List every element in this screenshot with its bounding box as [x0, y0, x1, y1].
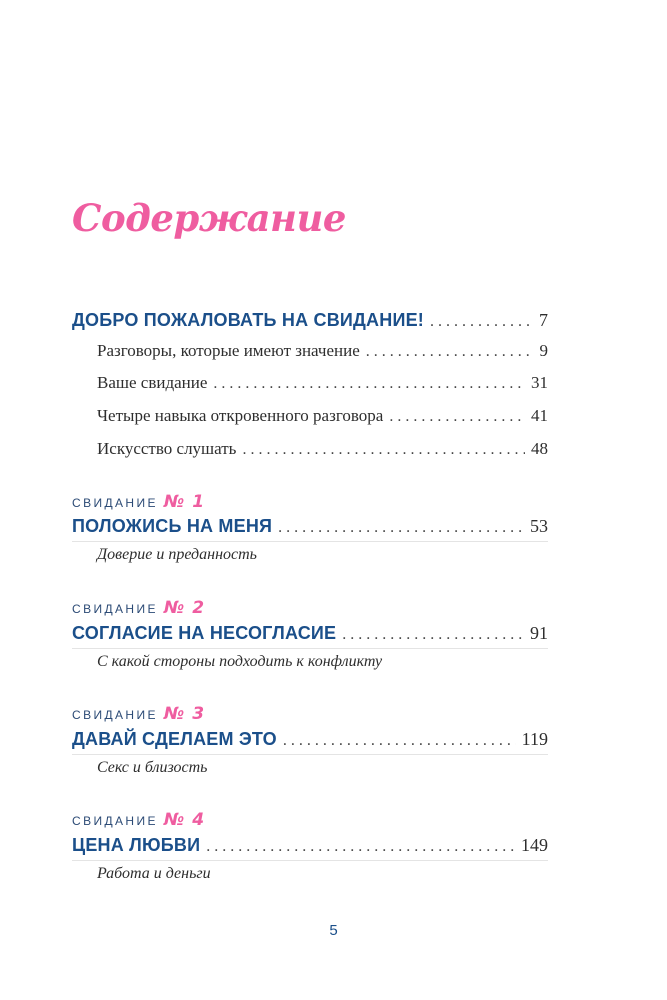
toc-subentry[interactable]	[97, 439, 548, 459]
date-number: № 4	[163, 810, 206, 830]
toc-entry-date-3[interactable]	[72, 729, 548, 750]
page-number: 5	[329, 922, 338, 939]
dot-leader	[283, 732, 516, 750]
toc-subentry-title: Разговоры, которые имеют значение	[97, 341, 360, 360]
toc-subentry[interactable]	[97, 406, 548, 426]
date-label	[72, 598, 205, 618]
toc-entry-title: СОГЛАСИЕ НА НЕСОГЛАСИЕ	[72, 623, 337, 643]
toc-entry-page: 7	[539, 310, 548, 330]
toc-entry-subtitle: Работа и деньги	[97, 865, 211, 882]
toc-entry-intro[interactable]	[72, 310, 548, 331]
dot-leader	[342, 626, 524, 644]
toc-entry-subtitle: Секс и близость	[97, 759, 208, 776]
toc-subentry-page: 9	[539, 341, 548, 360]
toc-subentry-page: 48	[531, 439, 548, 458]
date-label-text: СВИДАНИЕ	[72, 496, 158, 510]
dot-leader	[242, 441, 525, 459]
divider	[72, 541, 548, 542]
toc-entry-subtitle: С какой стороны подходить к конфликту	[97, 653, 383, 670]
date-number: № 1	[163, 492, 206, 512]
toc-subentry-title: Ваше свидание	[97, 373, 208, 392]
toc-heading: Содержание	[72, 196, 346, 240]
date-number: № 3	[163, 704, 206, 724]
date-label-text: СВИДАНИЕ	[72, 602, 158, 616]
date-label-text: СВИДАНИЕ	[72, 708, 158, 722]
toc-entry-page: 149	[521, 835, 548, 855]
date-label	[72, 492, 205, 512]
dot-leader	[389, 408, 525, 426]
dot-leader	[213, 375, 525, 393]
dot-leader	[206, 838, 515, 856]
dot-leader	[366, 343, 534, 361]
toc-entry-page: 119	[521, 729, 548, 749]
date-label-text: СВИДАНИЕ	[72, 814, 158, 828]
toc-entry-title: ЦЕНА ЛЮБВИ	[72, 835, 201, 855]
dot-leader	[278, 519, 524, 537]
toc-entry-title: ПОЛОЖИСЬ НА МЕНЯ	[72, 516, 273, 536]
divider	[72, 754, 548, 755]
divider	[72, 648, 548, 649]
toc-subentry[interactable]	[97, 341, 548, 361]
toc-subentry-page: 31	[531, 373, 548, 392]
toc-entry-page: 53	[530, 516, 548, 536]
date-number: № 2	[163, 598, 206, 618]
toc-entry-page: 91	[530, 623, 548, 643]
date-label	[72, 704, 205, 724]
date-label	[72, 810, 205, 830]
toc-entry-date-4[interactable]	[72, 835, 548, 856]
divider	[72, 860, 548, 861]
toc-entry-date-2[interactable]	[72, 623, 548, 644]
toc-subentry-title: Искусство слушать	[97, 439, 237, 458]
toc-subentry-page: 41	[531, 406, 548, 425]
toc-subentry-title: Четыре навыка откровенного разговора	[97, 406, 384, 425]
toc-entry-title: ДАВАЙ СДЕЛАЕМ ЭТО	[72, 729, 277, 749]
toc-entry-subtitle: Доверие и преданность	[97, 546, 257, 563]
toc-entry-title: ДОБРО ПОЖАЛОВАТЬ НА СВИДАНИЕ!	[72, 310, 424, 330]
toc-entry-date-1[interactable]	[72, 516, 548, 537]
toc-subentry[interactable]	[97, 373, 548, 393]
dot-leader	[430, 313, 533, 331]
